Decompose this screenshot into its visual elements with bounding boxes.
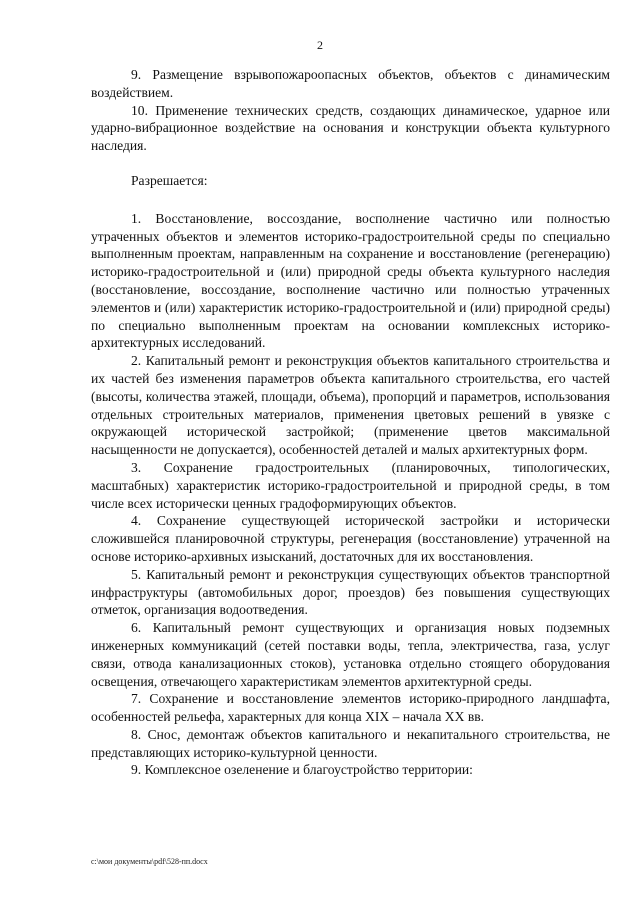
allowed-item-9: 9. Комплексное озеленение и благоустройство территории: bbox=[131, 762, 473, 778]
footer-file-path: c:\мои документы\pdf\528-пп.docx bbox=[91, 857, 208, 866]
document-body bbox=[91, 66, 610, 779]
allowed-item-2: 2. Капитальный ремонт и реконструкция объектов капитального строительства и их частей без изменения параметров объекта капитального строительства, его частей (высоты, количества этажей, площади, объема), пропорций и параметров, использования отдельных строительных материалов, применения цветовых решений в увязке с окружающей исторической застройкой; (применение цветов максимальной насыщенности не допускается), особенностей деталей и малых архитектурных форм. bbox=[91, 353, 610, 458]
allowed-item-5: 5. Капитальный ремонт и реконструкция существующих объектов транспортной инфраструктуры (автомобильных дорог, проездов) без повышения существующих отметок, организация водоотведения. bbox=[91, 566, 610, 618]
allowed-item-8: 8. Снос, демонтаж объектов капитального и некапитального строительства, не представляющих историко-культурной ценности. bbox=[91, 726, 610, 760]
allowed-item-3: 3. Сохранение градостроительных (планировочных, типологических, масштабных) характеристик историко-градостроительной и природной среды, в том числе всех исторически ценных градоформирующих объектов. bbox=[91, 459, 610, 511]
prohibited-item-10: 10. Применение технических средств, создающих динамическое, ударное или ударно-вибрационное воздействие на основания и конструкции объекта культурного наследия. bbox=[91, 102, 610, 154]
allowed-heading: Разрешается: bbox=[131, 172, 208, 188]
allowed-item-4: 4. Сохранение существующей исторической застройки и исторически сложившейся планировочной структуры, регенерация (восстановление) утраченной на основе историко-архивных изысканий, достаточных для их восстановления. bbox=[91, 513, 610, 564]
allowed-item-7: 7. Сохранение и восстановление элементов историко-природного ландшафта, особенностей рельефа, характерных для конца XIX – начала XX вв. bbox=[91, 691, 610, 725]
page-number: 2 bbox=[317, 38, 323, 52]
allowed-item-1: 1. Восстановление, воссоздание, восполнение частично или полностью утраченных объектов и элементов историко-градостроительной среды по специально выполненным проектам, направленным на сохранение и восстановление (регенерацию) историко-градостроительной и (или) природной среды объекта культурного наследия (восстановление, воссоздание, восполнение частично или полностью утраченных элементов и (или) характеристик историко-градостроительной и (или) природной среды) по специально выполненным проектам на основании комплексных историко-архитектурных исследований. bbox=[91, 210, 610, 351]
allowed-item-6: 6. Капитальный ремонт существующих и организация новых подземных инженерных коммуникаций (сетей поставки воды, тепла, электричества, газа, услуг связи, отвода канализационных стоков), установка отдельно стоящего оборудования освещения, отвечающего характеристикам элементов архитектурной среды. bbox=[91, 620, 610, 689]
prohibited-item-9: 9. Размещение взрывопожароопасных объектов, объектов с динамическим воздействием. bbox=[91, 67, 610, 100]
